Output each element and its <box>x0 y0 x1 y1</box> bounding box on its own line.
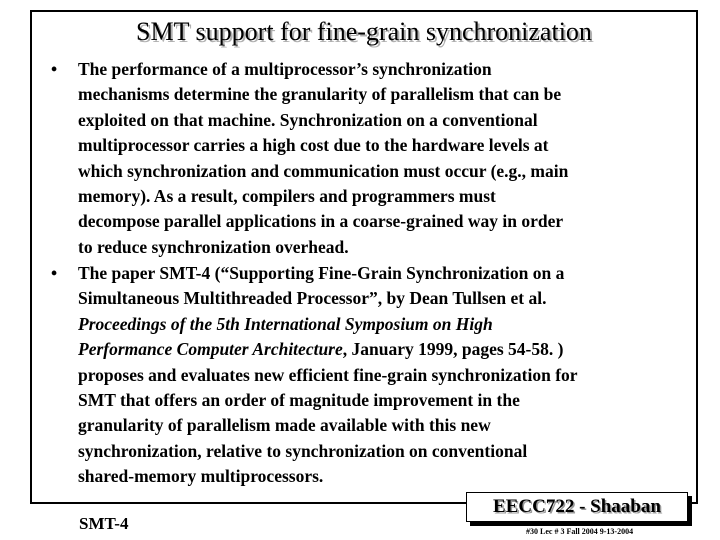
slide-footnote: #30 Lec # 3 Fall 2004 9-13-2004 <box>526 527 634 536</box>
conference-name: Performance Computer Architecture <box>78 339 343 360</box>
bullet-1-line: which synchronization and communication must occur (e.g., main <box>78 160 569 181</box>
bullet-2-line: Simultaneous Multithreaded Processor”, by Dean Tullsen et al. <box>78 288 547 309</box>
footer-topic-label: SMT-4 <box>79 514 129 533</box>
bullet-marker: • <box>51 59 58 79</box>
bullet-1 <box>46 57 686 260</box>
bullet-2-line: granularity of parallelism made available with this new <box>78 415 491 436</box>
bullet-2-line-italic: Proceedings of the 5th International Symposium on High <box>78 313 493 334</box>
bullet-2-line: shared-memory multiprocessors. <box>78 466 324 487</box>
bullet-1-line: to reduce synchronization overhead. <box>78 236 349 257</box>
bullet-2 <box>46 261 686 490</box>
bullet-1-line: multiprocessor carries a high cost due to the hardware levels at <box>78 135 549 156</box>
bullet-2-line: The paper SMT-4 (“Supporting Fine-Grain Synchronization on a <box>78 263 565 283</box>
bullet-2-line <box>78 337 686 362</box>
bullet-2-line: SMT that offers an order of magnitude improvement in the <box>78 390 520 411</box>
bullet-1-line: decompose parallel applications in a coarse-grained way in order <box>78 211 564 232</box>
bullet-marker: • <box>51 263 58 283</box>
course-label-box: EECC722 - Shaaban <box>466 492 688 522</box>
bullet-1-line: memory). As a result, compilers and programmers must <box>78 186 496 207</box>
bullet-1-line: exploited on that machine. Synchronization on a conventional <box>78 109 538 130</box>
publication-date: , January 1999, pages 54-58. ) <box>342 339 564 360</box>
bullet-2-line: proposes and evaluates new efficient fine-grain synchronization for <box>78 364 578 385</box>
bullet-1-line: The performance of a multiprocessor’s synchronization <box>78 59 492 79</box>
slide-title: SMT support for fine-grain synchronization <box>136 17 592 46</box>
bullet-1-line: mechanisms determine the granularity of parallelism that can be <box>78 84 562 105</box>
bullet-2-line: synchronization, relative to synchronization on conventional <box>78 440 528 461</box>
